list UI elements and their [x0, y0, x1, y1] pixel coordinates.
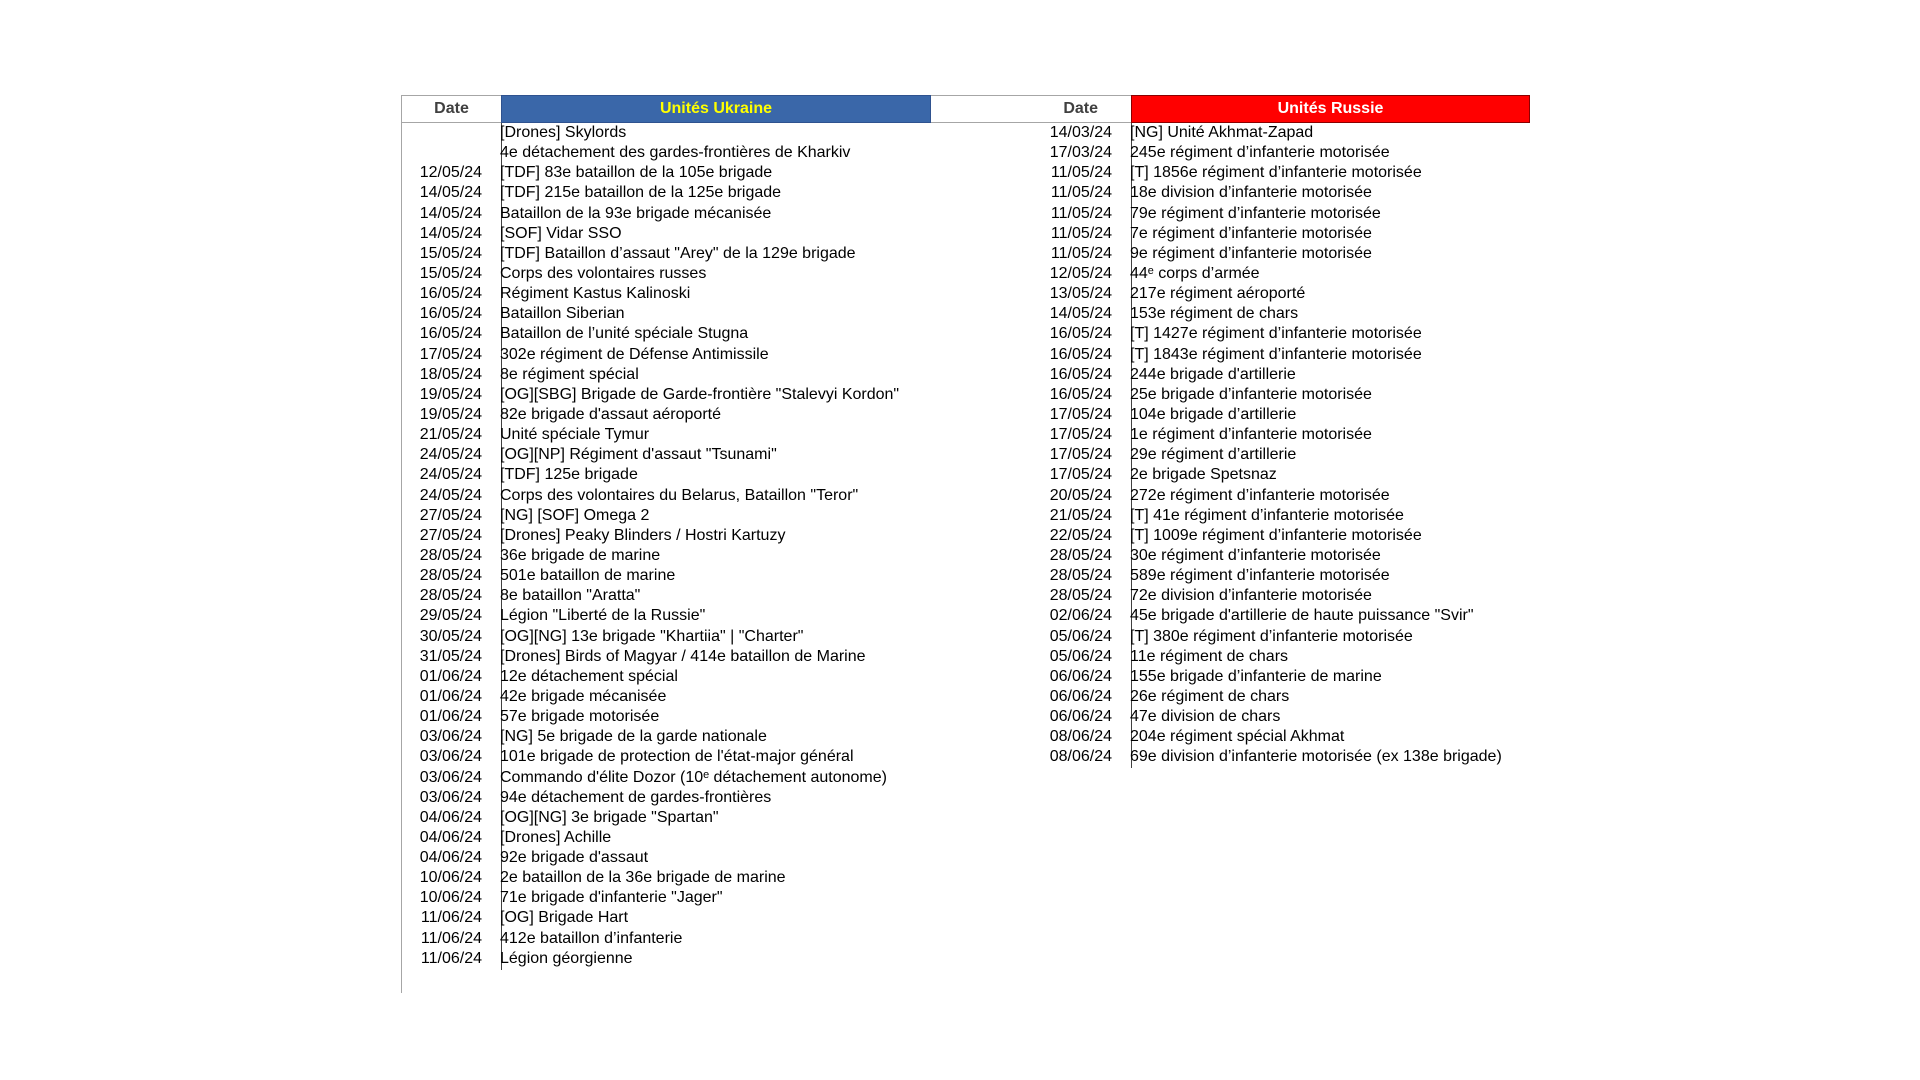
row-date: 15/05/24 — [419, 264, 482, 282]
row-date: 28/05/24 — [1049, 567, 1112, 585]
row-unit: Corps des volontaires du Belarus, Bataillon "Teror" — [500, 486, 859, 504]
row-unit: 104e brigade d’artillerie — [1130, 405, 1297, 423]
row-unit: 9e régiment d’infanterie motorisée — [1130, 244, 1372, 262]
row-unit: [Drones] Birds of Magyar / 414e bataillon de Marine — [500, 647, 866, 665]
row-unit: Légion "Liberté de la Russie" — [500, 607, 706, 625]
row-unit: 244e brigade d'artillerie — [1130, 365, 1296, 383]
row-unit: 1e régiment d’infanterie motorisée — [1130, 426, 1372, 444]
row-unit: 11e régiment de chars — [1130, 647, 1289, 665]
row-unit: 217e régiment aéroporté — [1130, 285, 1306, 303]
row-date: 28/05/24 — [419, 546, 482, 564]
row-unit: [OG] Brigade Hart — [500, 909, 629, 927]
table-row — [931, 667, 1502, 687]
row-date: 14/05/24 — [419, 184, 482, 202]
row-date: 31/05/24 — [419, 647, 482, 665]
row-unit: 153e régiment de chars — [1130, 305, 1299, 323]
table-row — [401, 747, 899, 767]
units-header-russia: Unités Russie — [1131, 95, 1530, 123]
row-unit: 412e bataillon d’infanterie — [500, 929, 683, 947]
table-row — [401, 204, 899, 224]
row-date: 22/05/24 — [1049, 526, 1112, 544]
row-unit: 82e brigade d'assaut aéroporté — [500, 405, 721, 423]
row-unit: [Drones] Peaky Blinders / Hostri Kartuzy — [500, 526, 786, 544]
row-date: 27/05/24 — [419, 506, 482, 524]
row-date: 03/06/24 — [419, 728, 482, 746]
row-date: 11/05/24 — [1050, 244, 1112, 262]
row-unit: Légion géorgienne — [500, 949, 633, 967]
table-row — [931, 647, 1502, 667]
table-row — [931, 345, 1502, 365]
table-row — [931, 506, 1502, 526]
table-row — [401, 908, 899, 928]
table-row — [931, 405, 1502, 425]
row-date: 14/05/24 — [419, 204, 482, 222]
row-unit: 47e division de chars — [1130, 708, 1281, 726]
row-date: 04/06/24 — [419, 849, 482, 867]
table-row — [931, 586, 1502, 606]
table-row — [401, 465, 899, 485]
row-unit: [T] 1843e régiment d’infanterie motorisée — [1130, 345, 1422, 363]
row-date: 27/05/24 — [419, 526, 482, 544]
table-row — [931, 324, 1502, 344]
table-row — [401, 284, 899, 304]
row-unit: 2e brigade Spetsnaz — [1130, 466, 1277, 484]
row-unit: [SOF] Vidar SSO — [500, 224, 622, 242]
row-date: 18/05/24 — [419, 365, 482, 383]
row-unit: 8e bataillon "Aratta" — [500, 587, 641, 605]
row-unit: Commando d'élite Dozor (10ᵉ détachement autonome) — [500, 768, 887, 786]
row-date: 17/05/24 — [1049, 466, 1112, 484]
row-date: 11/05/24 — [1050, 204, 1112, 222]
row-unit: 18e division d’infanterie motorisée — [1130, 184, 1372, 202]
table-row — [931, 385, 1502, 405]
row-unit: 7e régiment d’infanterie motorisée — [1130, 224, 1372, 242]
row-date — [401, 143, 482, 163]
row-date: 14/05/24 — [1049, 305, 1112, 323]
row-unit: [NG] Unité Akhmat-Zapad — [1130, 124, 1314, 141]
table-row — [931, 727, 1502, 747]
table-row — [401, 929, 899, 949]
table-row — [401, 667, 899, 687]
row-date: 17/05/24 — [1049, 405, 1112, 423]
table-row — [401, 828, 899, 848]
row-unit: 36e brigade de marine — [500, 546, 661, 564]
table-row — [931, 687, 1502, 707]
row-unit: 204e régiment spécial Akhmat — [1130, 728, 1345, 746]
row-unit: 101e brigade de protection de l'état-major général — [500, 748, 854, 766]
row-date: 16/05/24 — [1049, 365, 1112, 383]
table-row — [401, 244, 899, 264]
row-unit: 44ᵉ corps d’armée — [1130, 264, 1260, 282]
row-date: 11/05/24 — [1050, 224, 1112, 242]
row-date: 03/06/24 — [419, 768, 482, 786]
row-unit: [NG] [SOF] Omega 2 — [500, 506, 650, 524]
table-row — [931, 224, 1502, 244]
table-row — [931, 284, 1502, 304]
row-unit: 29e régiment d’artillerie — [1130, 446, 1297, 464]
table-row — [401, 365, 899, 385]
row-date: 21/05/24 — [1049, 506, 1112, 524]
row-unit: Bataillon Siberian — [500, 305, 625, 323]
row-date: 12/05/24 — [419, 164, 482, 182]
row-unit: [TDF] 125e brigade — [500, 466, 638, 484]
row-unit: 42e brigade mécanisée — [500, 687, 667, 705]
table-row — [401, 848, 899, 868]
table-row — [401, 888, 899, 908]
table-row — [401, 808, 899, 828]
row-date: 11/05/24 — [1050, 184, 1112, 202]
row-unit: [OG][SBG] Brigade de Garde-frontière "Stalevyi Kordon" — [500, 385, 900, 403]
row-date: 01/06/24 — [419, 708, 482, 726]
row-date: 28/05/24 — [419, 567, 482, 585]
row-unit: 79e régiment d’infanterie motorisée — [1130, 204, 1381, 222]
table-row — [931, 204, 1502, 224]
row-unit: 92e brigade d'assaut — [500, 849, 649, 867]
row-date: 28/05/24 — [1049, 587, 1112, 605]
row-date: 12/05/24 — [1049, 264, 1112, 282]
row-unit: [NG] 5e brigade de la garde nationale — [500, 728, 767, 746]
row-date: 11/06/24 — [420, 949, 482, 967]
table-row — [931, 425, 1502, 445]
table-row — [931, 566, 1502, 586]
row-unit: [TDF] Bataillon d’assaut "Arey" de la 129e brigade — [500, 244, 856, 262]
row-unit: 25e brigade d’infanterie motorisée — [1130, 385, 1372, 403]
row-date: 04/06/24 — [419, 828, 482, 846]
row-unit: 12e détachement spécial — [500, 667, 678, 685]
row-unit: Corps des volontaires russes — [500, 264, 707, 282]
row-unit: [OG][NG] 13e brigade "Khartiia" | "Charter" — [500, 627, 804, 645]
row-date: 06/06/24 — [1049, 667, 1112, 685]
table-row — [401, 768, 899, 788]
row-date: 14/03/24 — [1049, 124, 1112, 141]
row-date: 10/06/24 — [419, 889, 482, 907]
row-unit: 245e régiment d’infanterie motorisée — [1130, 144, 1390, 162]
table-row — [401, 183, 899, 203]
table-row — [931, 707, 1502, 727]
table-row — [401, 707, 899, 727]
row-date: 11/06/24 — [420, 929, 482, 947]
table-row — [401, 566, 899, 586]
row-date: 03/06/24 — [419, 788, 482, 806]
row-date: 16/05/24 — [1049, 345, 1112, 363]
row-date: 04/06/24 — [419, 808, 482, 826]
table-row — [401, 526, 899, 546]
row-date: 16/05/24 — [419, 305, 482, 323]
row-date: 17/05/24 — [1049, 446, 1112, 464]
row-unit: [T] 41e régiment d’infanterie motorisée — [1130, 506, 1404, 524]
row-date: 01/06/24 — [419, 667, 482, 685]
table-row — [401, 647, 899, 667]
row-date: 16/05/24 — [419, 325, 482, 343]
row-date — [401, 123, 482, 143]
row-unit: 2e bataillon de la 36e brigade de marine — [500, 869, 786, 887]
row-unit: Bataillon de la 93e brigade mécanisée — [500, 204, 772, 222]
row-date: 16/05/24 — [1049, 385, 1112, 403]
row-unit: 71e brigade d'infanterie "Jager" — [500, 889, 723, 907]
row-unit: Régiment Kastus Kalinoski — [500, 285, 691, 303]
table-row — [931, 526, 1502, 546]
row-date: 19/05/24 — [419, 405, 482, 423]
table-row — [401, 425, 899, 445]
row-unit: 69e division d’infanterie motorisée (ex 138e brigade) — [1130, 748, 1502, 766]
row-unit: 155e brigade d’infanterie de marine — [1130, 667, 1382, 685]
row-unit: 589e régiment d’infanterie motorisée — [1130, 567, 1390, 585]
row-date: 24/05/24 — [419, 466, 482, 484]
row-date: 13/05/24 — [1049, 285, 1112, 303]
row-date: 14/05/24 — [419, 224, 482, 242]
table-row — [931, 546, 1502, 566]
table-row — [401, 264, 899, 284]
table-row — [401, 405, 899, 425]
row-unit: [Drones] Achille — [500, 828, 612, 846]
row-date: 08/06/24 — [1049, 748, 1112, 766]
row-unit: Bataillon de l’unité spéciale Stugna — [500, 325, 749, 343]
row-date: 02/06/24 — [1049, 607, 1112, 625]
row-date: 15/05/24 — [419, 244, 482, 262]
row-unit: 94e détachement de gardes-frontières — [500, 788, 772, 806]
table-row — [931, 747, 1502, 767]
table-row — [931, 304, 1502, 324]
row-date: 20/05/24 — [1049, 486, 1112, 504]
table-row — [401, 324, 899, 344]
row-date: 03/06/24 — [419, 748, 482, 766]
units-header-ukraine: Unités Ukraine — [501, 95, 931, 123]
row-unit: [T] 380e régiment d’infanterie motorisée — [1130, 627, 1413, 645]
row-unit: [TDF] 215e bataillon de la 125e brigade — [500, 184, 782, 202]
table-row — [401, 687, 899, 707]
row-unit: [OG][NG] 3e brigade "Spartan" — [500, 808, 719, 826]
row-unit: 45e brigade d'artillerie de haute puissance "Svir" — [1130, 607, 1474, 625]
row-unit: [OG][NP] Régiment d'assaut "Tsunami" — [500, 446, 777, 464]
row-date: 11/05/24 — [1050, 164, 1112, 182]
russia-units-list — [931, 123, 1502, 768]
table-row — [401, 627, 899, 647]
row-unit: 302e régiment de Défense Antimissile — [500, 345, 769, 363]
table-row — [931, 486, 1502, 506]
row-date: 19/05/24 — [419, 385, 482, 403]
row-date: 08/06/24 — [1049, 728, 1112, 746]
row-date: 01/06/24 — [419, 687, 482, 705]
row-date: 17/05/24 — [419, 345, 482, 363]
row-unit: 501e bataillon de marine — [500, 567, 676, 585]
row-date: 17/05/24 — [1049, 426, 1112, 444]
row-date: 05/06/24 — [1049, 627, 1112, 645]
table-row — [401, 123, 899, 143]
row-date: 06/06/24 — [1049, 687, 1112, 705]
table-row — [931, 606, 1502, 626]
row-unit: 4e détachement des gardes-frontières de Kharkiv — [500, 144, 851, 162]
row-date: 06/06/24 — [1049, 708, 1112, 726]
table-row — [401, 727, 899, 747]
row-unit: [TDF] 83e bataillon de la 105e brigade — [500, 164, 773, 182]
table-row — [931, 123, 1502, 143]
table-row — [401, 143, 899, 163]
table-row — [401, 224, 899, 244]
row-date: 24/05/24 — [419, 446, 482, 464]
table-row — [931, 365, 1502, 385]
row-unit: 272e régiment d’infanterie motorisée — [1130, 486, 1390, 504]
table-row — [401, 385, 899, 405]
row-date: 10/06/24 — [419, 869, 482, 887]
table-row — [931, 143, 1502, 163]
table-row — [401, 788, 899, 808]
row-date: 28/05/24 — [1049, 546, 1112, 564]
table-row — [931, 163, 1502, 183]
row-date: 16/05/24 — [419, 285, 482, 303]
date-header-ukraine: Date — [401, 95, 501, 123]
row-date: 11/06/24 — [420, 909, 482, 927]
table-row — [931, 183, 1502, 203]
table-row — [401, 506, 899, 526]
table-row — [931, 627, 1502, 647]
row-unit: 57e brigade motorisée — [500, 708, 660, 726]
row-unit: 72e division d’infanterie motorisée — [1130, 587, 1372, 605]
date-header-russia: Date — [931, 95, 1131, 123]
table-row — [931, 244, 1502, 264]
table-row — [931, 264, 1502, 284]
table-row — [401, 949, 899, 969]
row-date: 29/05/24 — [419, 607, 482, 625]
table-row — [401, 486, 899, 506]
row-unit: Unité spéciale Tymur — [500, 426, 650, 444]
table-row — [931, 445, 1502, 465]
row-unit: [T] 1856e régiment d’infanterie motorisée — [1130, 164, 1422, 182]
row-unit: 30e régiment d’infanterie motorisée — [1130, 546, 1381, 564]
table-row — [401, 304, 899, 324]
table-row — [401, 445, 899, 465]
table-row — [401, 606, 899, 626]
table-row — [401, 345, 899, 365]
row-date: 24/05/24 — [419, 486, 482, 504]
row-date: 16/05/24 — [1049, 325, 1112, 343]
row-date: 28/05/24 — [419, 587, 482, 605]
table-row — [401, 546, 899, 566]
row-unit: [Drones] Skylords — [500, 124, 627, 141]
row-unit: 8e régiment spécial — [500, 365, 639, 383]
row-date: 30/05/24 — [419, 627, 482, 645]
table-row — [931, 465, 1502, 485]
row-date: 21/05/24 — [419, 426, 482, 444]
ukraine-units-list — [401, 123, 899, 969]
row-date: 05/06/24 — [1049, 647, 1112, 665]
row-unit: [T] 1009e régiment d’infanterie motorisée — [1130, 526, 1422, 544]
row-date: 17/03/24 — [1049, 144, 1112, 162]
table-row — [401, 163, 899, 183]
row-unit: 26e régiment de chars — [1130, 687, 1290, 705]
row-unit: [T] 1427e régiment d’infanterie motorisée — [1130, 325, 1422, 343]
table-row — [401, 868, 899, 888]
table-row — [401, 586, 899, 606]
